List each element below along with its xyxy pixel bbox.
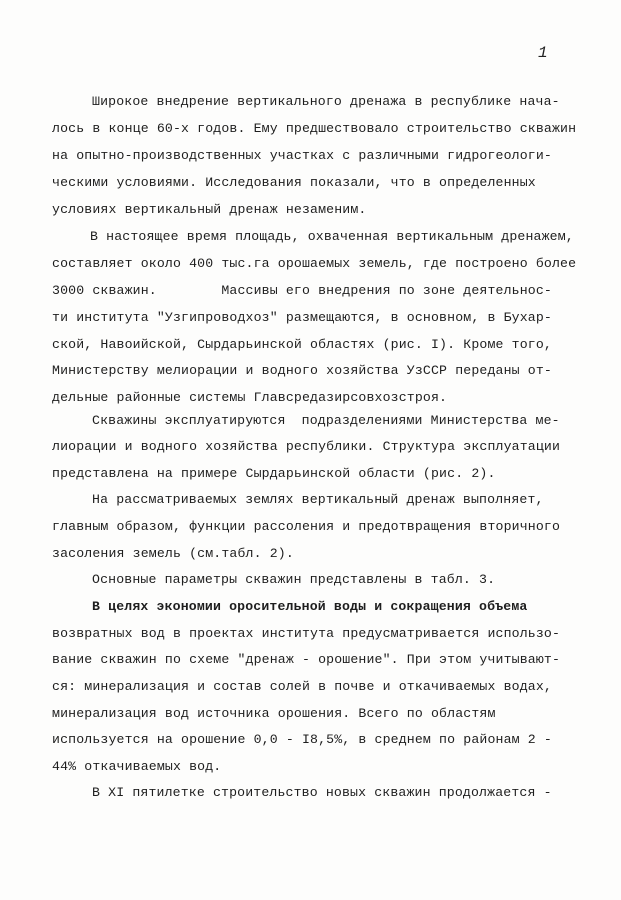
text-line: представлена на примере Сырдарьинской области (рис. 2). (52, 466, 496, 481)
text-line: возвратных вод в проектах института предусматривается использо- (52, 626, 561, 641)
text-line: ской, Навоийской, Сырдарьинской областях (рис. I). Кроме того, (52, 337, 552, 352)
text-line: В целях экономии оросительной воды и сокращения объема (92, 599, 528, 614)
text-line: В настоящее время площадь, охваченная вертикальным дренажем, (90, 229, 574, 244)
text-line: условиях вертикальный дренаж незаменим. (52, 202, 367, 217)
text-line: на опытно-производственных участках с различными гидрогеологи- (52, 148, 552, 163)
text-line: Скважины эксплуатируются подразделениями Министерства ме- (92, 413, 560, 428)
text-line: На рассматриваемых землях вертикальный дренаж выполняет, (92, 492, 544, 507)
text-line: вание скважин по схеме "дренаж - орошение". При этом учитывают- (52, 652, 561, 667)
page-number: 1 (538, 44, 548, 62)
text-line: ческими условиями. Исследования показали, что в определенных (52, 175, 536, 190)
text-line: минерализация вод источника орошения. Всего по областям (52, 706, 496, 721)
text-line: Министерству мелиорации и водного хозяйства УзССР переданы от- (52, 363, 552, 378)
text-line: 3000 скважин. Массивы его внедрения по зоне деятельнос- (52, 283, 552, 298)
text-line: составляет около 400 тыс.га орошаемых земель, где построено более (52, 256, 577, 271)
text-line: главным образом, функции рассоления и предотвращения вторичного (52, 519, 561, 534)
text-line: 44% откачиваемых вод. (52, 759, 222, 774)
text-line: лось в конце 60-х годов. Ему предшествовало строительство скважин (52, 121, 577, 136)
text-line: засоления земель (см.табл. 2). (52, 546, 294, 561)
text-line: дельные районные системы Главсредазирсовхозстроя. (52, 390, 448, 405)
text-line: Широкое внедрение вертикального дренажа в республике нача- (92, 94, 560, 109)
text-line: лиорации и водного хозяйства республики. Структура эксплуатации (52, 439, 561, 454)
text-line: ти института "Узгипроводхоз" размещаются, в основном, в Бухар- (52, 310, 552, 325)
text-line: Основные параметры скважин представлены в табл. 3. (92, 572, 496, 587)
text-line: В XI пятилетке строительство новых скважин продолжается - (92, 785, 552, 800)
text-line: используется на орошение 0,0 - I8,5%, в среднем по районам 2 - (52, 732, 552, 747)
text-line: ся: минерализация и состав солей в почве и откачиваемых водах, (52, 679, 552, 694)
